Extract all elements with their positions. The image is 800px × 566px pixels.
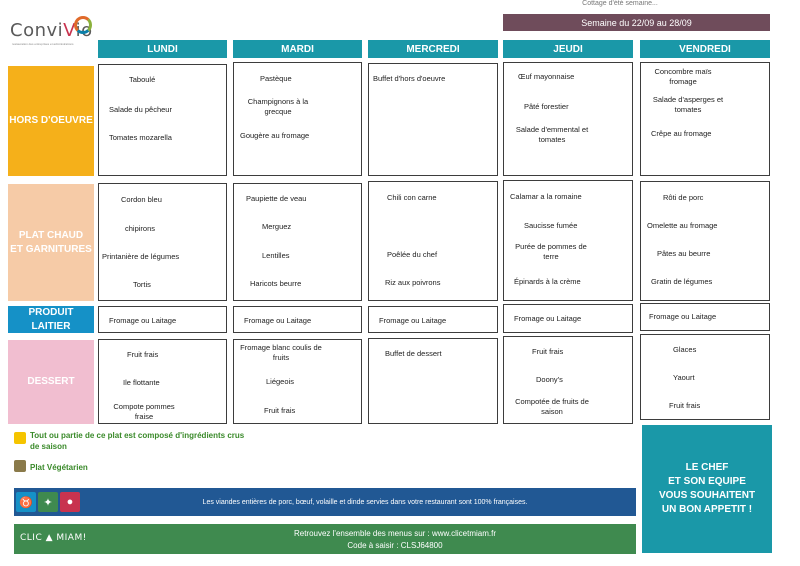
legend-vegetarien: Plat Végétarien xyxy=(30,463,88,472)
menu-item: Compotée de fruits de saison xyxy=(515,397,589,417)
menu-item: Fromage ou Laitage xyxy=(244,316,312,325)
menu-item: Cordon bleu xyxy=(121,195,162,204)
day-header-mardi: MARDI xyxy=(233,40,362,58)
menu-item: Ile flottante xyxy=(123,378,160,387)
chef-message xyxy=(642,425,772,553)
menu-item: Salade d'asperges et tomates xyxy=(652,95,724,115)
menu-item: Printanière de légumes xyxy=(102,252,180,261)
menu-item: Fromage blanc coulis de fruits xyxy=(240,343,322,363)
menu-item: Buffet d'hors d'oeuvre xyxy=(373,74,446,83)
cell-hors-vendredi xyxy=(640,62,770,176)
menu-item: Salade d'emmental et tomates xyxy=(515,125,589,145)
clicetmiam-link[interactable]: Retrouvez l'ensemble des menus sur : www.clicetmiam.fr xyxy=(293,529,497,538)
menu-item: Compote pommes fraise xyxy=(113,402,175,422)
clicetmiam-banner xyxy=(14,524,636,554)
category-dessert: DESSERT xyxy=(8,340,94,424)
menu-item: Fruit frais xyxy=(127,350,159,359)
menu-item: Yaourt xyxy=(673,373,695,382)
menu-item: Lentilles xyxy=(262,251,290,260)
day-header-lundi: LUNDI xyxy=(98,40,227,58)
category-produit-laitier: PRODUIT LAITIER xyxy=(8,306,94,333)
cell-lait-lundi xyxy=(98,306,227,333)
convivio-logo xyxy=(6,12,98,46)
brand-swirl-icon xyxy=(74,16,92,34)
cell-dess-mercredi xyxy=(368,338,498,424)
cell-hors-lundi xyxy=(98,64,227,176)
menu-item: Fromage ou Laitage xyxy=(379,316,447,325)
cell-hors-mercredi xyxy=(368,63,498,176)
day-header-vendredi: VENDREDI xyxy=(640,40,770,58)
menu-item: Paupiette de veau xyxy=(246,194,307,203)
menu-item: Buffet de dessert xyxy=(385,349,442,358)
menu-item: Chili con carne xyxy=(387,193,437,202)
menu-item: Fruit frais xyxy=(264,406,296,415)
brand-name: ConviVio xyxy=(10,20,93,41)
menu-item: Fromage ou Laitage xyxy=(649,312,717,321)
cow-icon: ♉ xyxy=(16,492,36,512)
menu-item: chipirons xyxy=(125,224,156,233)
menu-item: Riz aux poivrons xyxy=(385,278,441,287)
cell-dess-jeudi xyxy=(503,336,633,424)
cell-lait-jeudi xyxy=(503,304,633,333)
menu-item: Rôti de porc xyxy=(663,193,704,202)
menu-item: Fromage ou Laitage xyxy=(109,316,177,325)
cell-plat-mercredi xyxy=(368,181,498,301)
menu-item: Gougère au fromage xyxy=(240,131,310,140)
cell-plat-jeudi xyxy=(503,180,633,301)
menu-item: Doony's xyxy=(536,375,563,384)
category-hors-doeuvre: HORS D'OEUVRE xyxy=(8,66,94,176)
day-header-mercredi: MERCREDI xyxy=(368,40,498,58)
menu-item: Fruit frais xyxy=(669,401,701,410)
menu-item: Glaces xyxy=(673,345,697,354)
menu-item: Crêpe au fromage xyxy=(651,129,712,138)
cell-dess-mardi xyxy=(233,339,362,424)
chicken-icon: ✦ xyxy=(38,492,58,512)
menu-item: Omelette au fromage xyxy=(647,221,718,230)
menu-item: Pâté forestier xyxy=(524,102,569,111)
menu-item: Œuf mayonnaise xyxy=(518,72,575,81)
menu-item: Salade du pêcheur xyxy=(109,105,172,114)
cell-lait-mercredi xyxy=(368,306,498,333)
legend-saison: Tout ou partie de ce plat est composé d'ingrédients crus de saison xyxy=(30,431,245,452)
menu-item: Pâtes au beurre xyxy=(657,249,711,258)
cell-lait-vendredi xyxy=(640,303,770,331)
cell-dess-lundi xyxy=(98,339,227,424)
menu-item: Merguez xyxy=(262,222,292,231)
menu-item: Épinards à la crème xyxy=(514,277,581,286)
menu-item: Saucisse fumée xyxy=(524,221,578,230)
cell-hors-jeudi xyxy=(503,62,633,176)
cell-dess-vendredi xyxy=(640,334,770,420)
cell-plat-lundi xyxy=(98,183,227,301)
cell-plat-mardi xyxy=(233,183,362,301)
vegetarian-icon xyxy=(14,460,26,472)
menu-item: Haricots beurre xyxy=(250,279,302,288)
clicetmiam-logo: CLIC ▲ MIAM! xyxy=(20,533,87,543)
menu-item: Champignons à la grecque xyxy=(247,97,309,117)
menu-item: Pastèque xyxy=(260,74,292,83)
menu-item: Fromage ou Laitage xyxy=(514,314,582,323)
menu-item: Concombre maïs fromage xyxy=(654,67,712,87)
category-plat-chaud xyxy=(8,184,94,301)
menu-item: Taboulé xyxy=(129,75,156,84)
cell-plat-vendredi xyxy=(640,181,770,301)
cell-hors-mardi xyxy=(233,62,362,176)
clicetmiam-code: Code à saisir : CLSJ64800 xyxy=(347,541,443,550)
viande-banner xyxy=(14,488,636,516)
pig-icon: ● xyxy=(60,492,80,512)
menu-item: Fruit frais xyxy=(532,347,564,356)
category-plat-label: PLAT CHAUD ET GARNITURES xyxy=(10,229,92,255)
menu-item: Tomates mozarella xyxy=(109,133,172,142)
top-note: Cottage d'été semaine... xyxy=(582,0,658,7)
week-banner: Semaine du 22/09 au 28/09 xyxy=(503,14,770,31)
saison-icon xyxy=(14,432,26,444)
menu-item: Purée de pommes de terre xyxy=(515,242,587,262)
chef-message-text: LE CHEF ET SON EQUIPE VOUS SOUHAITENT UN BON APPETIT ! xyxy=(658,462,756,515)
menu-item: Calamar a la romaine xyxy=(510,192,582,201)
cell-lait-mardi xyxy=(233,306,362,333)
menu-item: Liégeois xyxy=(266,377,294,386)
menu-item: Poêlée du chef xyxy=(387,250,438,259)
menu-item: Gratin de légumes xyxy=(651,277,713,286)
brand-tagline: restauration des entreprises et administrations xyxy=(12,42,74,46)
day-header-jeudi: JEUDI xyxy=(503,40,633,58)
menu-item: Tortis xyxy=(133,280,151,289)
viande-text: Les viandes entières de porc, bœuf, volaille et dinde servies dans votre restaurant sont 100% françaises. xyxy=(202,498,528,506)
